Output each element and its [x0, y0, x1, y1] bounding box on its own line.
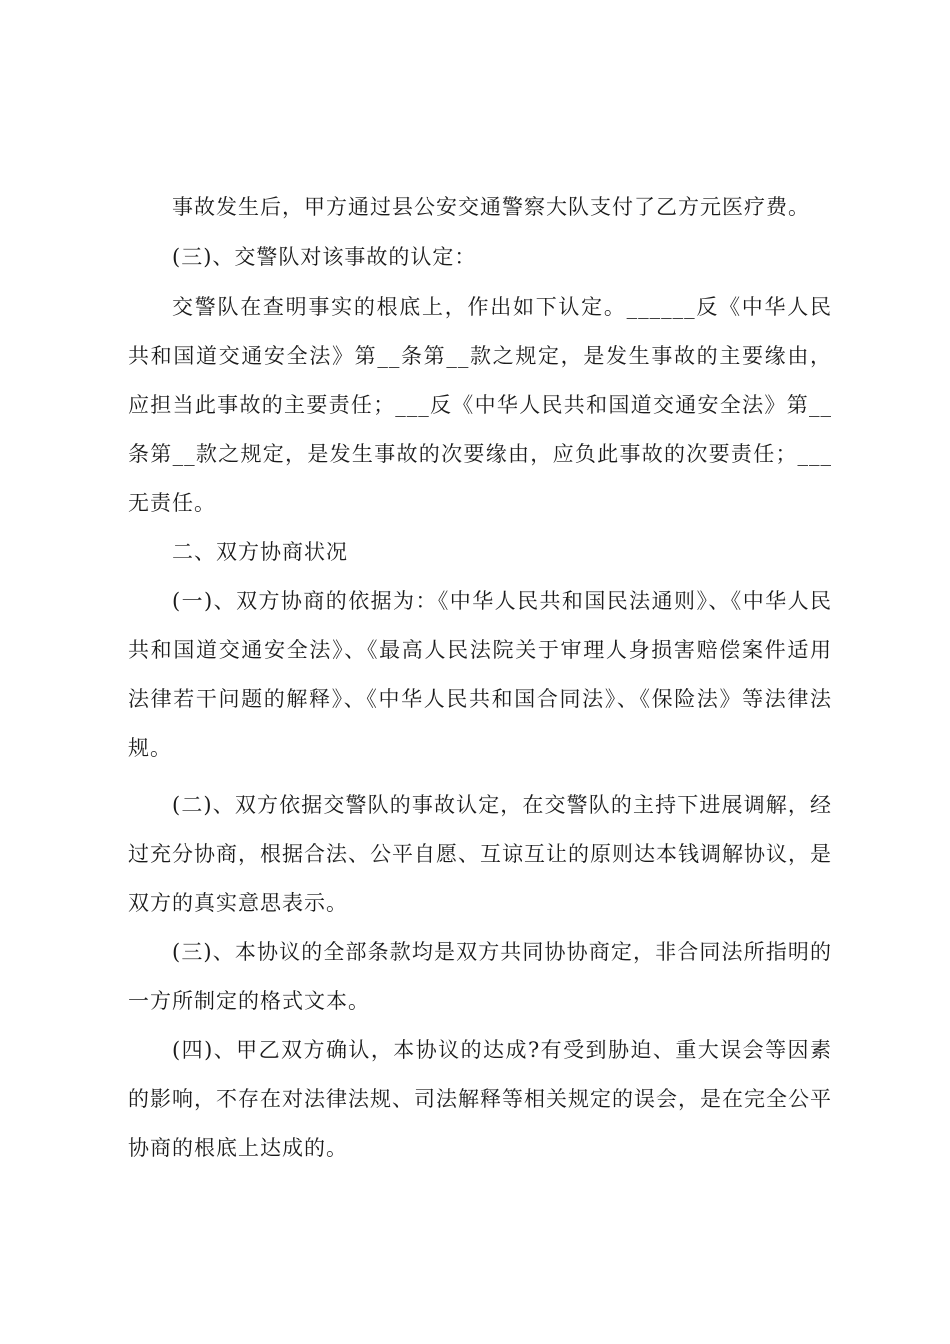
paragraph-text: 交警队在查明事实的根底上，作出如下认定。______反《中华人民共和国道交通安全法》第__条第__款之规定，是发生事故的主要缘由，应担当此事故的主要责任；___反《中华人民共和国道交通安全法》第__条第__款之规定，是发生事故的次要缘由，应负此事故的次要责任；___无责任。	[128, 295, 832, 515]
paragraph-text: (一)、双方协商的依据为：《中华人民共和国民法通则》、《中华人民共和国道交通安全法》、《最高人民法院关于审理人身损害赔偿案件适用法律若干问题的解释》、《中华人民共和国合同法》、《保险法》等法律法规。	[128, 589, 832, 760]
paragraph-terms-agreed	[128, 928, 832, 1026]
paragraph-text: (三)、交警队对该事故的认定：	[172, 245, 477, 269]
paragraph-text: (三)、本协议的全部条款均是双方共同协协商定，非合同法所指明的一方所制定的格式文本。	[128, 940, 832, 1013]
section-heading-negotiation	[128, 528, 832, 577]
paragraph-text: 事故发生后，甲方通过县公安交通警察大队支付了乙方元医疗费。	[172, 195, 810, 219]
paragraph-negotiation-basis	[128, 577, 832, 773]
paragraph-text: (四)、甲乙双方确认，本协议的达成?有受到胁迫、重大误会等因素的影响，不存在对法律法规、司法解释等相关规定的误会，是在完全公平协商的根底上达成的。	[128, 1038, 832, 1160]
paragraph-police-determination	[128, 283, 832, 528]
paragraph-heading-police-determination	[128, 233, 832, 282]
paragraph-medical-payment	[128, 183, 832, 232]
paragraph-text: 二、双方协商状况	[172, 540, 348, 564]
paragraph-confirmation	[128, 1026, 832, 1173]
paragraph-mediation	[128, 781, 832, 928]
paragraph-text: (二)、双方依据交警队的事故认定，在交警队的主持下进展调解，经过充分协商，根据合法、公平自愿、互谅互让的原则达本钱调解协议，是双方的真实意思表示。	[128, 793, 832, 915]
